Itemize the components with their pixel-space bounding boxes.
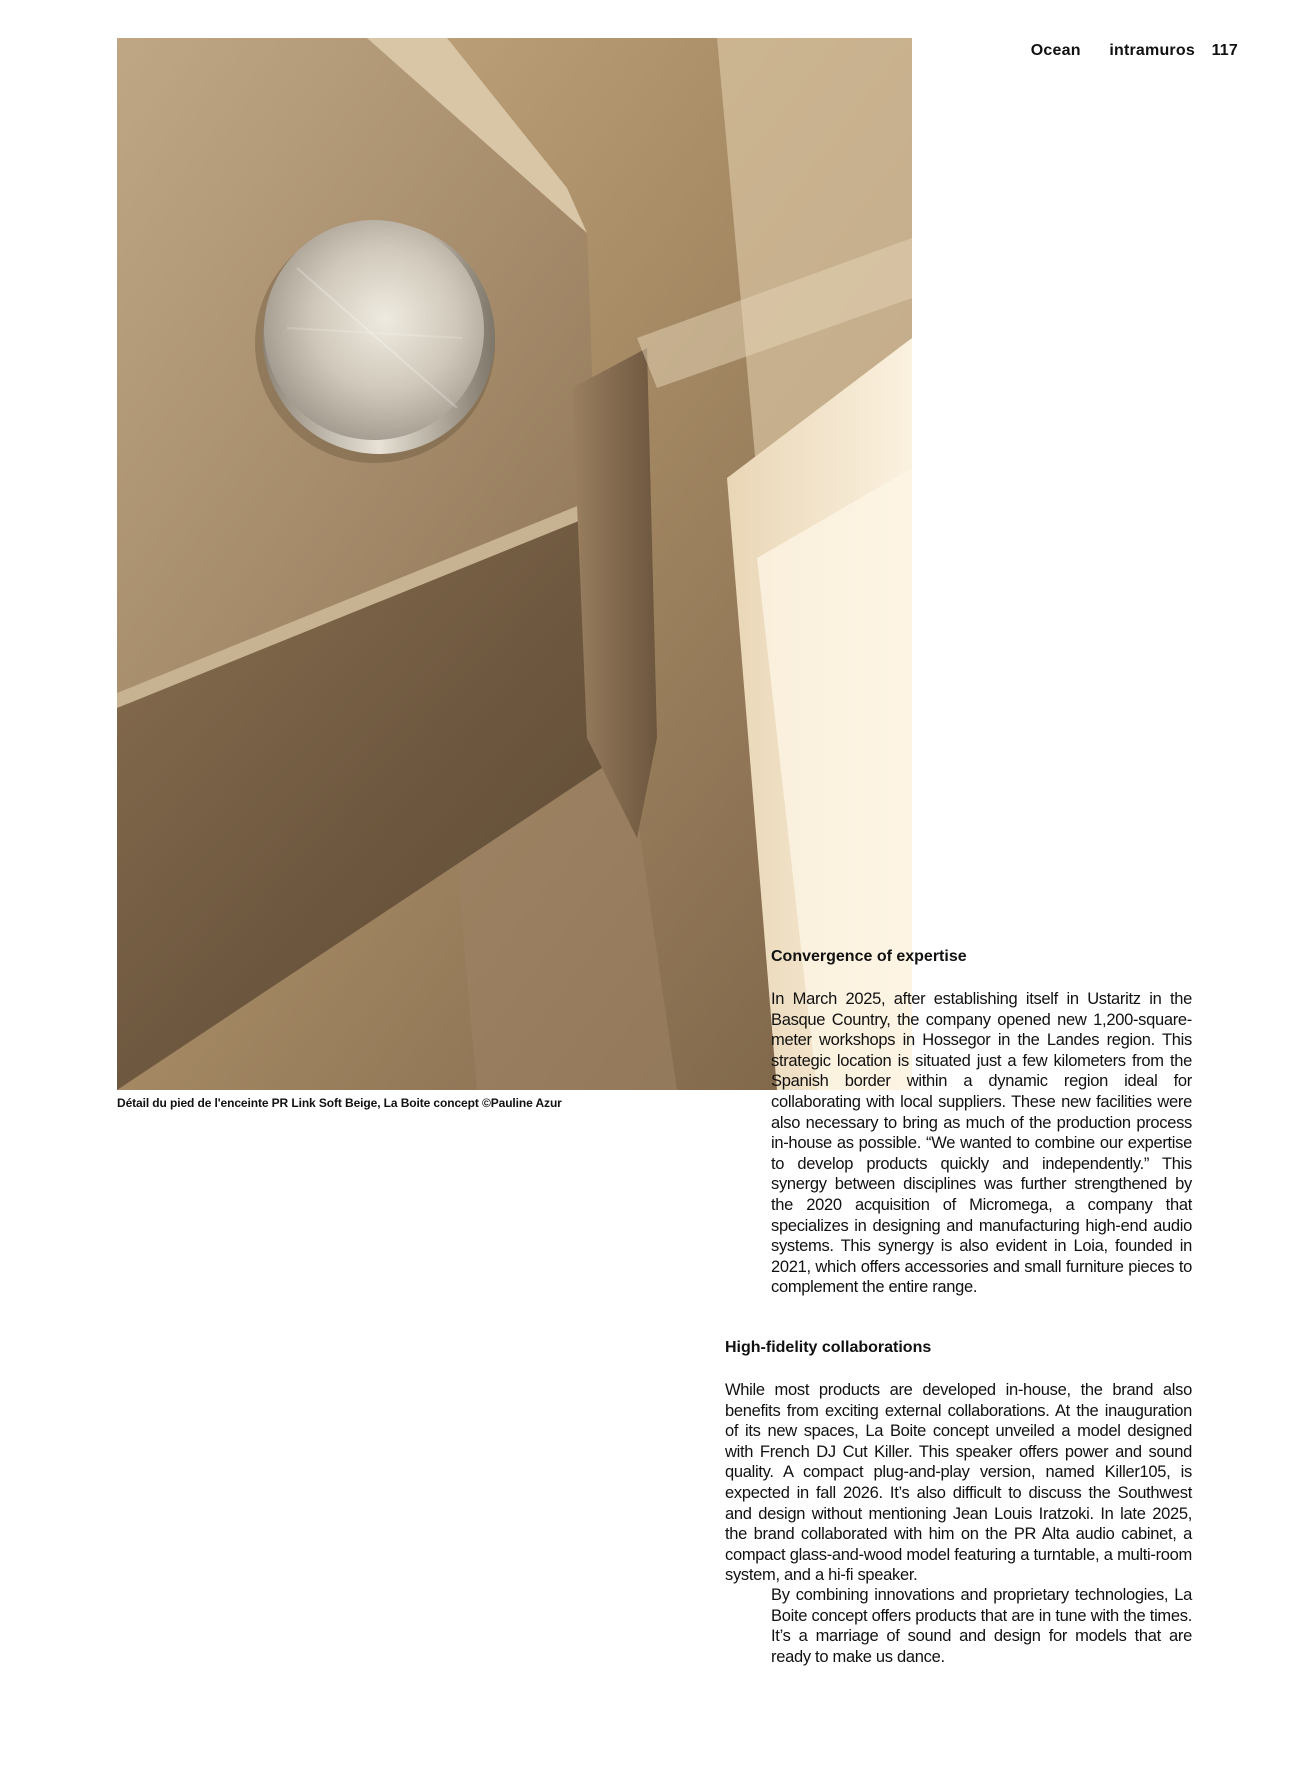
photo-caption: Détail du pied de l'enceinte PR Link Soft Beige, La Boite concept ©Pauline Azur — [117, 1096, 562, 1110]
section-name: Ocean — [1030, 42, 1081, 59]
running-header — [1031, 42, 1238, 60]
paragraph-conclusion: By combining innovations and proprietary technologies, La Boite concept offers products that are in tune with the times. It’s a marriage of sound and design for models that are ready to make us dance. — [771, 1586, 1192, 1666]
magazine-name: intramuros — [1109, 42, 1195, 59]
section-heading-collaborations: High-fidelity collaborations — [725, 1339, 932, 1356]
page-number: 117 — [1211, 42, 1238, 59]
paragraph-collaborations: While most products are developed in-house, the brand also benefits from exciting external collaborations. At the inauguration of its new spaces, La Boite concept unveiled a model designed with French DJ Cut Killer. This speaker offers power and sound quality. A compact plug-and-play version, named Killer105, is expected in fall 2026. It’s also difficult to discuss the Southwest and design without mentioning Jean Louis Iratzoki. In late 2025, the brand collaborated with him on the PR Alta audio cabinet, a compact glass-and-wood model featuring a turntable, a multi-room system, and a hi-fi speaker. — [725, 1381, 1192, 1585]
speaker-corner-detail-icon — [117, 38, 912, 1090]
paragraph-convergence: In March 2025, after establishing itself in Ustaritz in the Basque Country, the company opened new 1,200-square-meter workshops in Hossegor in the Landes region. This strategic location is situated just a few kilometers from the Spanish border within a dynamic region ideal for collaborating with local suppliers. These new facilities were also necessary to bring as much of the production process in-house as possible. “We wanted to combine our expertise to develop products quickly and independently.” This synergy between disciplines was further strengthened by the 2020 acquisition of Micromega, a company that specializes in designing and manufacturing high-end audio systems. This synergy is also evident in Loia, founded in 2021, which offers accessories and small furniture pieces to complement the entire range. — [771, 990, 1192, 1297]
section-heading-convergence: Convergence of expertise — [771, 948, 967, 965]
product-photo — [117, 38, 912, 1090]
